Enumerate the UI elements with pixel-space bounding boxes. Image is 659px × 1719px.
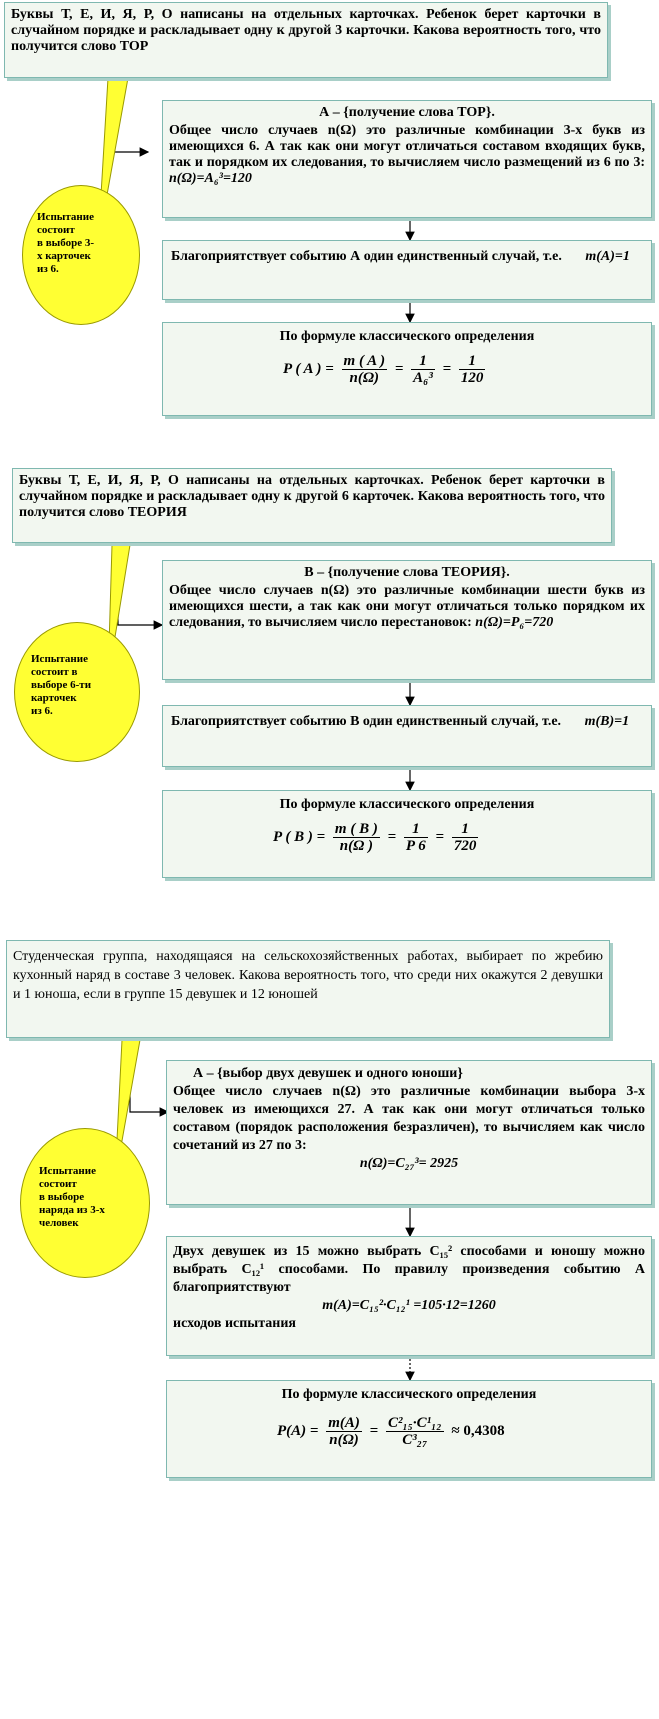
total-formula-1: n(Ω)=A₆³=120 bbox=[169, 171, 252, 186]
classic-box-3 bbox=[166, 1380, 652, 1478]
formula-num: m(A) bbox=[328, 1415, 360, 1431]
formula-num: 1 bbox=[404, 821, 428, 838]
favorable-box-2 bbox=[162, 705, 652, 767]
total-text-2: Общее число случаев n(Ω) это различные комбинации шести букв из имеющихся шести, а так как они могут отличаться только порядком их следования, то вычисляем число перестановок: bbox=[169, 583, 645, 630]
trial-oval-3 bbox=[20, 1128, 150, 1278]
oval-line: карточек bbox=[31, 692, 77, 704]
oval-line: х карточек bbox=[37, 250, 91, 262]
classic-box-2 bbox=[162, 790, 652, 878]
favorable-tail-3: исходов испытания bbox=[173, 1316, 296, 1331]
oval-line: Испытание bbox=[31, 653, 88, 665]
oval-line: человек bbox=[39, 1217, 79, 1229]
total-formula-3: n(Ω)=C₂₇³= 2925 bbox=[359, 1156, 459, 1171]
oval-line: выборе 6-ти bbox=[31, 679, 92, 691]
formula-den: A₆³ bbox=[413, 370, 433, 386]
favorable-formula-2: m(B)=1 bbox=[584, 714, 630, 729]
total-cases-box-2 bbox=[162, 560, 652, 680]
classic-title-2: По формуле классического определения bbox=[279, 797, 535, 812]
formula-num: 1 bbox=[459, 353, 486, 370]
formula-lhs: P ( B ) bbox=[273, 828, 313, 845]
final-formula-3: P(A) = $\frac{m(A)}{n(\Omega)}$ = $\frac{\text{C²₁₅·C¹₁₂}}{\text{C³₂₇}}$ ≈ 0,4308 bbox=[277, 1415, 505, 1448]
trial-oval-1 bbox=[22, 185, 140, 325]
formula-num: C²₁₅·C¹₁₂ bbox=[387, 1415, 442, 1431]
favorable-box-1 bbox=[162, 240, 652, 300]
formula-den: P 6 bbox=[405, 838, 426, 854]
event-label-2: В – {получение слова ТЕОРИЯ}. bbox=[304, 565, 510, 580]
oval-line: наряда из 3-х bbox=[39, 1204, 105, 1216]
favorable-formula-3: m(A)=C₁₅²·C₁₂¹ =105·12=1260 bbox=[322, 1298, 496, 1313]
favorable-text-3: Двух девушек из 15 можно выбрать C₁₅² способами и юношу можно выбрать C₁₂¹ способами. По правилу произведения событию А благоприятствуют bbox=[173, 1244, 645, 1295]
classic-title-3: По формуле классического определения bbox=[281, 1387, 537, 1402]
formula-den: n(Ω ) bbox=[339, 838, 374, 854]
favorable-formula-1: m(A)=1 bbox=[585, 249, 630, 264]
total-cases-box-3 bbox=[166, 1060, 652, 1205]
favorable-text-2: Благоприятствует событию В один единственный случай, т.е. bbox=[171, 714, 562, 729]
problem-text-1: Буквы Т, Е, И, Я, Р, О написаны на отдельных карточках. Ребенок берет карточки в случайном порядке и раскладывает одну к другой 3 карточки. Какова вероятность того, что получится слово ТОР bbox=[11, 7, 601, 54]
formula-approx: ≈ 0,4308 bbox=[451, 1422, 505, 1439]
oval-line: в выборе bbox=[39, 1191, 85, 1203]
total-formula-2: n(Ω)=P₆=720 bbox=[475, 615, 554, 630]
formula-den: 720 bbox=[453, 838, 477, 854]
oval-line: состоит в bbox=[31, 666, 78, 678]
oval-line: состоит bbox=[39, 1178, 77, 1190]
formula-den: 120 bbox=[460, 370, 484, 386]
oval-line: из 6. bbox=[31, 705, 53, 717]
total-text-3: Общее число случаев n(Ω) это различные комбинации выбора 3-х человек из имеющихся 27. А так как они могут отличаться только составом (порядок расположения безразличен), то вычисляем как число сочетаний из 27 по 3: bbox=[173, 1084, 645, 1153]
oval-line: Испытание bbox=[37, 211, 94, 223]
final-formula-2: P ( B ) = $\frac{m ( B )}{n(\Omega )}$ = $\frac{1}{P 6}$ = $\frac{1}{720}$ bbox=[273, 821, 477, 854]
formula-den: n(Ω) bbox=[329, 1432, 359, 1448]
classic-box-1 bbox=[162, 322, 652, 416]
formula-lhs: P ( A ) bbox=[283, 360, 322, 377]
problem-box-1 bbox=[4, 2, 608, 78]
formula-num: m ( B ) bbox=[334, 821, 378, 837]
formula-lhs: P(A) = bbox=[277, 1422, 319, 1439]
oval-line: Испытание bbox=[39, 1165, 96, 1177]
problem-box-3 bbox=[6, 940, 610, 1038]
favorable-text-1: Благоприятствует событию А один единственный случай, т.е. bbox=[171, 249, 562, 264]
event-label-1: А – {получение слова ТОР}. bbox=[319, 105, 495, 120]
problem-text-2: Буквы Т, Е, И, Я, Р, О написаны на отдельных карточках. Ребенок берет карточки в случайном порядке и раскладывает одну к другой 6 карточек. Какова вероятность того, что получится слово ТЕОРИЯ bbox=[19, 473, 605, 520]
favorable-box-3 bbox=[166, 1236, 652, 1356]
problem-text-3: Студенческая группа, находящаяся на сельскохозяйственных работах, выбирает по жребию кухонный наряд в составе 3 человек. Какова вероятность того, что среди них окажутся 2 девушки и 1 юноша, если в группе 15 девушек и 12 юношей bbox=[13, 949, 603, 1002]
event-label-3: А – {выбор двух девушек и одного юноши} bbox=[193, 1066, 463, 1081]
final-formula-1: P ( A ) = $\frac{m ( A )}{n(\Omega)}$ = $\frac{1}{\text{A₆³}}$ = $\frac{1}{120}$ bbox=[283, 353, 484, 386]
oval-line: в выборе 3- bbox=[37, 237, 94, 249]
oval-line: из 6. bbox=[37, 263, 59, 275]
classic-title-1: По формуле классического определения bbox=[279, 329, 535, 344]
formula-den: n(Ω) bbox=[349, 370, 380, 386]
trial-oval-2 bbox=[14, 622, 140, 762]
total-cases-box-1 bbox=[162, 100, 652, 218]
formula-num: m ( A ) bbox=[343, 353, 386, 369]
total-text-1: Общее число случаев n(Ω) это различные комбинации 3-х букв из имеющихся 6. А так как они могут отличаться составом входящих букв, так и порядком их следования, то вычисляем число размещений из 6 по 3: bbox=[169, 123, 645, 170]
formula-num: 1 bbox=[411, 353, 435, 370]
formula-den: C³₂₇ bbox=[402, 1432, 428, 1448]
problem-box-2 bbox=[12, 468, 612, 543]
oval-line: состоит bbox=[37, 224, 75, 236]
formula-num: 1 bbox=[452, 821, 479, 838]
